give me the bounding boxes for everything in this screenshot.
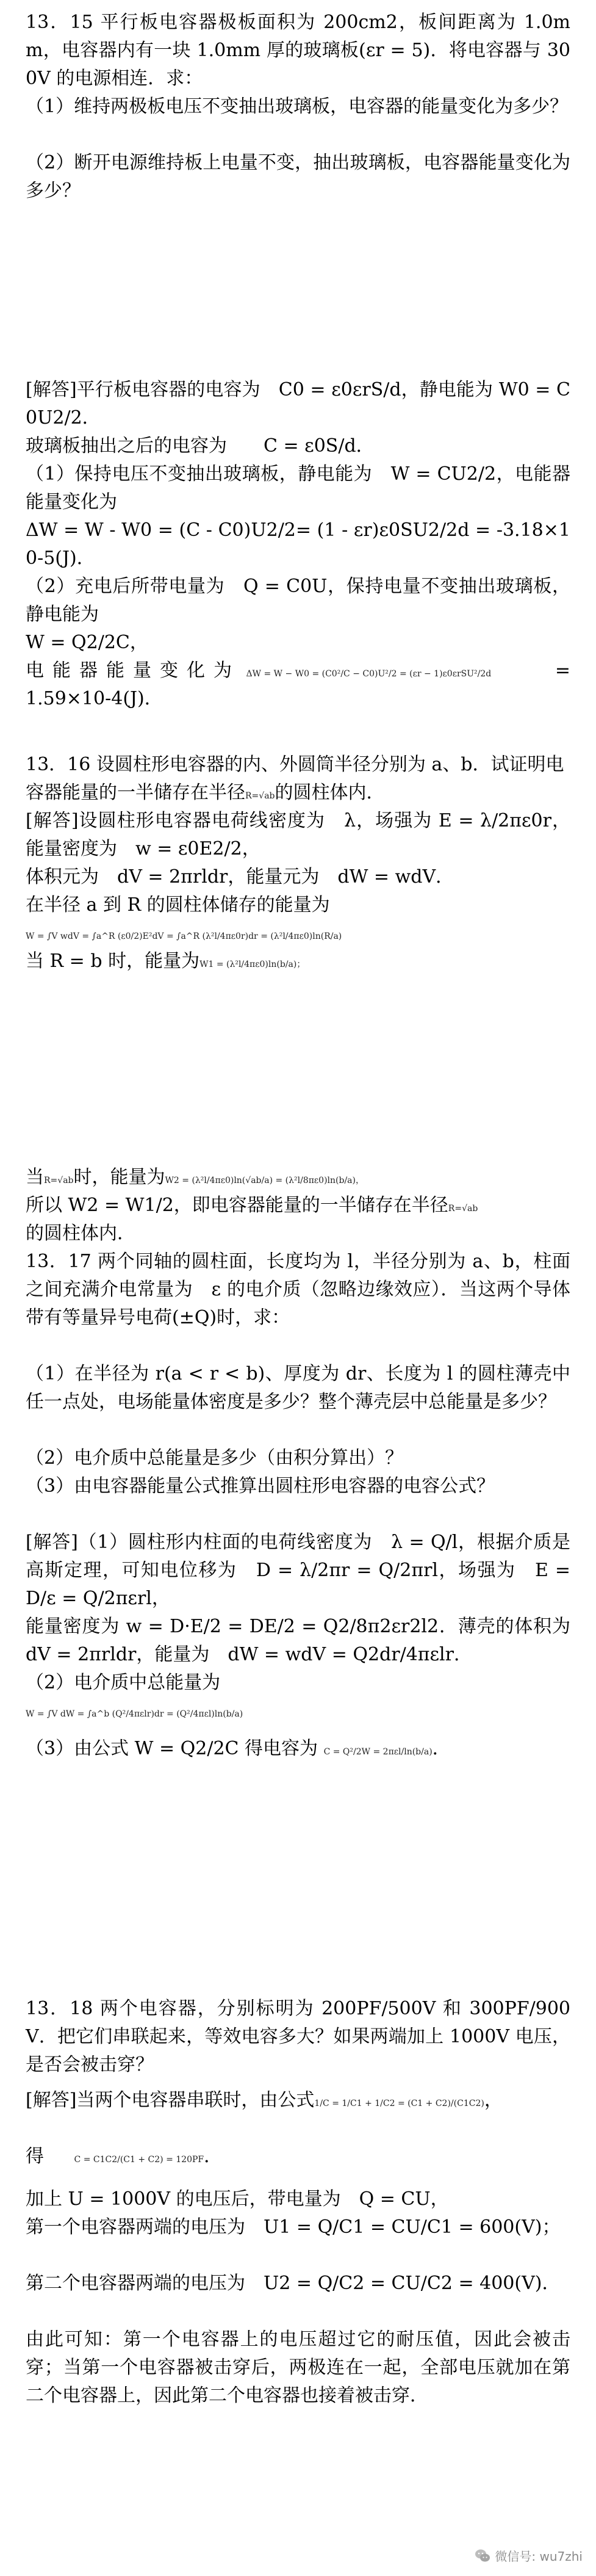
problem-16-answer-7 — [26, 1192, 570, 1223]
problem-16-answer-1: [解答]设圆柱形电容器电荷线密度为 λ，场强为 E = λ/2πε0r，能量密度为 w = ε0E2/2， — [26, 810, 570, 859]
problem-15-answer-1: [解答]平行板电容器的电容为 C0 = ε0εrS/d，静电能为 W0 = C0U2/2． — [26, 379, 570, 429]
series-equation: 1/C = 1/C1 + 1/C2 = (C1 + C2)/(C1C2) — [314, 2099, 484, 2108]
series-tail: ， — [484, 2089, 503, 2111]
problem-18-answer-3: 加上 U = 1000V 的电压后，带电量为 Q = CU， — [26, 2188, 449, 2210]
equivalent-capacitance-equation: C = C1C2/(C1 + C2) = 120PF — [74, 2155, 204, 2165]
problem-18-answer-1 — [26, 2086, 570, 2118]
problem-18-answer-2 — [26, 2143, 570, 2174]
problem-16-answer-6 — [26, 1163, 570, 1195]
energy-change-equation: ΔW = W − W0 = (C0²/C − C0)U²/2 = (εr − 1)ε0εrSU²/2d — [246, 669, 492, 679]
capacitance-formula-text: （3）由公式 W = Q2/2C 得电容为 — [26, 1738, 318, 1759]
problem-18-question: 13．18 两个电容器，分别标明为 200PF/500V 和 300PF/900V．把它们串联起来，等效电容多大？如果两端加上 1000V 电压，是否会被击穿？ — [26, 1998, 570, 2075]
problem-17-answer-3: （2）电介质中总能量为 — [26, 1672, 221, 1693]
problem-16-question-text: 13．16 设圆柱形电容器的内、外圆筒半径分别为 a、b．试证明电容器能量的一半储存在半径 — [26, 754, 564, 803]
problem-16-answer-4 — [26, 919, 570, 950]
problem-16-answer-5 — [26, 947, 570, 979]
problem-15-answer-8: 1.59×10-4(J)． — [26, 688, 163, 709]
problem-16-answer-2: 体积元为 dV = 2πrldr，能量元为 dW = wdV． — [26, 866, 454, 888]
problem-15-answer-5: （2）充电后所带电量为 Q = C0U，保持电量不变抽出玻璃板，静电能为 — [26, 576, 570, 625]
watermark-text: 微信号: wu7zhi — [495, 2549, 583, 2564]
case-r-sqrt-label-2: 时，能量为 — [73, 1167, 165, 1188]
equivalent-tail: ． — [204, 2146, 223, 2167]
problem-16-question — [26, 751, 570, 810]
r-sqrt-equation: R=√ab — [44, 1176, 74, 1185]
case-r-sqrt-label-1: 当 — [26, 1167, 44, 1188]
problem-17-answer-2: 能量密度为 w = D·E/2 = DE/2 = Q2/8π2εr2l2．薄壳的体积为 dV = 2πrldr，能量为 dW = wdV = Q2dr/4πεlr． — [26, 1616, 570, 1665]
problem-15-part-2: （2）断开电源维持板上电量不变，抽出玻璃板，电容器能量变化为多少？ — [26, 152, 570, 201]
series-formula-text: [解答]当两个电容器串联时，由公式 — [26, 2089, 315, 2111]
wechat-watermark — [474, 2547, 583, 2564]
problem-16-answer-3: 在半径 a 到 R 的圆柱体储存的能量为 — [26, 894, 330, 916]
problem-18-answer-5: 第二个电容器两端的电压为 U2 = Q/C2 = CU/C2 = 400(V)． — [26, 2273, 561, 2294]
total-energy-equation: W = ∫V dW = ∫a^b (Q²/4πεlr)dr = (Q²/4πεl)ln(b/a) — [26, 1709, 243, 1719]
problem-17-part-2: （2）电介质中总能量是多少（由积分算出）？ — [26, 1447, 404, 1469]
capacitance-tail: ． — [432, 1738, 451, 1759]
problem-18-answer-4: 第一个电容器两端的电压为 U1 = Q/C1 = CU/C1 = 600(V)； — [26, 2216, 561, 2238]
problem-15-answer-6: W = Q2/2C， — [26, 632, 148, 653]
energy-integral-equation: W = ∫V wdV = ∫a^R (ε0/2)E²dV = ∫a^R (λ²l/4πε0r)dr = (λ²l/4πε0)ln(R/a) — [26, 932, 342, 941]
problem-17-answer-1: [解答]（1）圆柱形内柱面的电荷线密度为 λ = Q/l，根据介质是高斯定理，可知电位移为 D = λ/2πr = Q/2πrl，场强为 E = D/ε = Q/2πεrl， — [26, 1532, 570, 1609]
problem-17-answer-3-equation — [26, 1697, 570, 1728]
case-r-equals-b-label: 当 R = b 时，能量为 — [26, 950, 200, 972]
problem-15-answer-3: （1）保持电压不变抽出玻璃板，静电能为 W = CU2/2，电能器能量变化为 — [26, 463, 570, 513]
problem-16-question-tail: 的圆柱体内． — [275, 782, 385, 803]
problem-15-answer-7 — [26, 657, 570, 688]
energy-change-equals: = — [555, 660, 570, 681]
problem-17-answer-4 — [26, 1735, 570, 1766]
problem-15-part-1: （1）维持两极板电压不变抽出玻璃板，电容器的能量变化为多少？ — [26, 96, 569, 117]
problem-15-answer-2: 玻璃板抽出之后的电容为 C = ε0S/d． — [26, 435, 375, 457]
capacitance-equation: C = Q²/2W = 2πεl/ln(b/a) — [323, 1747, 433, 1757]
result-label: 得 — [26, 2146, 44, 2167]
problem-15-question: 13．15 平行板电容器极板面积为 200cm2，板间距离为 1.0mm，电容器内有一块 1.0mm 厚的玻璃板(εr = 5)．将电容器与 300V 的电源相连．求： — [26, 12, 570, 89]
problem-18-answer-6: 由此可知：第一个电容器上的电压超过它的耐压值，因此会被击穿；当第一个电容器被击穿后，两极连在一起，全部电压就加在第二个电容器上，因此第二个电容器也接着被击穿． — [26, 2329, 570, 2406]
conclusion-text: 所以 W2 = W1/2，即电容器能量的一半储存在半径 — [26, 1195, 448, 1216]
problem-17-part-3: （3）由电容器能量公式推算出圆柱形电容器的电容公式？ — [26, 1475, 495, 1497]
energy-change-label: 电能器能量变化为 — [26, 660, 240, 681]
problem-17-question: 13．17 两个同轴的圆柱面，长度均为 l，半径分别为 a、b，柱面之间充满介电常量为 ε 的电介质（忽略边缘效应）．当这两个导体带有等量异号电荷(±Q)时，求： — [26, 1251, 570, 1328]
problem-15-answer-4: ΔW = W - W0 = (C - C0)U2/2= (1 - εr)ε0SU2/2d = -3.18×10-5(J)． — [26, 519, 570, 569]
wechat-icon — [474, 2547, 491, 2564]
w1-equation: W1 = (λ²l/4πε0)ln(b/a)； — [199, 960, 306, 969]
conclusion-radius-equation: R=√ab — [448, 1204, 478, 1214]
w2-equation: W2 = (λ²l/4πε0)ln(√ab/a) = (λ²l/8πε0)ln(b/a)， — [165, 1176, 364, 1185]
radius-equation: R=√ab — [245, 791, 275, 801]
problem-17-part-1: （1）在半径为 r(a < r < b)、厚度为 dr、长度为 l 的圆柱薄壳中任一点处，电场能量体密度是多少？整个薄壳层中总能量是多少？ — [26, 1363, 570, 1413]
problem-16-answer-8: 的圆柱体内． — [26, 1223, 135, 1244]
